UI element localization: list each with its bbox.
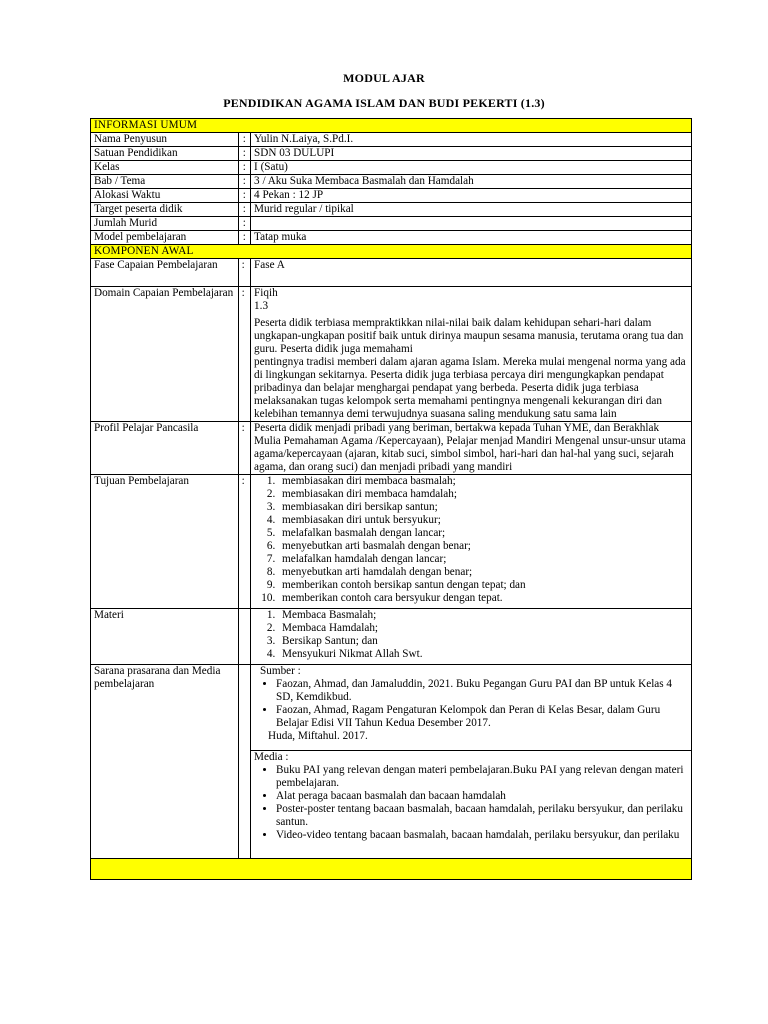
media-title: Media : bbox=[254, 751, 289, 763]
domain-paragraph: kelebihan temannya demi terwujudnya suasana saling mendukung satu sama lain bbox=[254, 408, 617, 420]
media-item: • Poster-poster tentang bacaan basmalah, bacaan hamdalah, perilaku bersyukur, dan perilaku santun. bbox=[276, 803, 688, 829]
info-row bbox=[91, 231, 692, 245]
row-label: Fase Capaian Pembelajaran bbox=[91, 259, 239, 287]
row-value bbox=[251, 287, 692, 422]
row-separator: : bbox=[238, 259, 250, 287]
row-label: Satuan Pendidikan bbox=[91, 147, 239, 161]
materi-item: 3. Bersikap Santun; dan bbox=[278, 635, 688, 648]
sumber-item: • Faozan, Ahmad, dan Jamaluddin, 2021. Buku Pegangan Guru PAI dan BP untuk Kelas 4 SD, Kemdikbud. bbox=[276, 678, 688, 704]
section-header-informasi-umum bbox=[91, 119, 692, 133]
row-label: Jumlah Murid bbox=[91, 217, 239, 231]
row-label: Target peserta didik bbox=[91, 203, 239, 217]
row-value: I (Satu) bbox=[251, 161, 692, 175]
row-separator bbox=[238, 609, 250, 665]
row-profil bbox=[91, 422, 692, 475]
materi-item: 2. Membaca Hamdalah; bbox=[278, 622, 688, 635]
row-separator: : bbox=[238, 161, 250, 175]
row-label: Nama Penyusun bbox=[91, 133, 239, 147]
domain-line: 1.3 bbox=[254, 300, 269, 312]
row-label: Sarana prasarana dan Media pembelajaran bbox=[91, 665, 239, 859]
info-row bbox=[91, 217, 692, 231]
footer-highlight-row bbox=[91, 859, 692, 880]
row-tujuan bbox=[91, 475, 692, 609]
row-sarana-sumber bbox=[91, 665, 692, 751]
materi-item: 4. Mensyukuri Nikmat Allah Swt. bbox=[278, 648, 688, 661]
row-value bbox=[251, 609, 692, 665]
row-materi bbox=[91, 609, 692, 665]
row-label: Tujuan Pembelajaran bbox=[91, 475, 239, 609]
media-item: • Video-video tentang bacaan basmalah, bacaan hamdalah, perilaku bersyukur, dan perilaku bbox=[276, 829, 688, 842]
materi-list bbox=[254, 609, 688, 661]
tujuan-item: 3. membiasakan diri bersikap santun; bbox=[278, 501, 688, 514]
section-header-label: KOMPONEN AWAL bbox=[94, 245, 194, 257]
row-value bbox=[251, 665, 692, 751]
domain-paragraph: Peserta didik terbiasa mempraktikkan nilai-nilai baik dalam kehidupan sehari-hari dalam ungkapan-ungkapan positif baik untuk dirinya maupun sesama manusia, terutama orang tua dan guru. Peserta didik juga memahami bbox=[254, 317, 684, 355]
row-label: Kelas bbox=[91, 161, 239, 175]
row-value: 3 / Aku Suka Membaca Basmalah dan Hamdalah bbox=[251, 175, 692, 189]
document-title: MODUL AJAR bbox=[343, 71, 425, 85]
media-list bbox=[254, 764, 688, 842]
section-header-komponen-awal bbox=[91, 245, 692, 259]
row-separator bbox=[238, 665, 250, 859]
row-fase bbox=[91, 259, 692, 287]
row-separator: : bbox=[238, 133, 250, 147]
row-value: SDN 03 DULUPI bbox=[251, 147, 692, 161]
row-value: Peserta didik menjadi pribadi yang beriman, bertakwa kepada Tuhan YME, dan Berakhlak Mulia Pemahaman Agama /Kepercayaan), Pelajar menjad Mandiri Mengenal unsur-unsur utama agama/kepercayaan (ajaran, kitab suci, simbol simbol, hari-hari dan hal-hal yang suci, sejarah agama, dan orang suci) dan menjadi pribadi yang mandiri bbox=[251, 422, 692, 475]
info-row bbox=[91, 175, 692, 189]
tujuan-item: 2. membiasakan diri membaca hamdalah; bbox=[278, 488, 688, 501]
row-separator: : bbox=[238, 217, 250, 231]
row-separator: : bbox=[238, 189, 250, 203]
info-row bbox=[91, 161, 692, 175]
row-label: Domain Capaian Pembelajaran bbox=[91, 287, 239, 422]
tujuan-item: 5. melafalkan basmalah dengan lancar; bbox=[278, 527, 688, 540]
tujuan-item: 10. memberikan contoh cara bersyukur dengan tepat. bbox=[278, 592, 688, 605]
row-label: Alokasi Waktu bbox=[91, 189, 239, 203]
document-subtitle: PENDIDIKAN AGAMA ISLAM DAN BUDI PEKERTI (1.3) bbox=[223, 96, 545, 110]
row-label: Bab / Tema bbox=[91, 175, 239, 189]
tujuan-item: 4. membiasakan diri untuk bersyukur; bbox=[278, 514, 688, 527]
row-value: 4 Pekan : 12 JP bbox=[251, 189, 692, 203]
row-separator: : bbox=[238, 475, 250, 609]
media-item: • Buku PAI yang relevan dengan materi pembelajaran.Buku PAI yang relevan dengan materi pembelajaran. bbox=[276, 764, 688, 790]
row-label: Profil Pelajar Pancasila bbox=[91, 422, 239, 475]
row-separator: : bbox=[238, 203, 250, 217]
domain-paragraph: pentingnya tradisi memberi dalam ajaran agama Islam. Mereka mulai mengenal norma yang ada di lingkungan sekitarnya. Peserta didik juga terbiasa percaya diri mengungkapkan pendapat pribadinya dan belajar menghargai pendapat yang berbeda. Peserta didik juga terbiasa melaksanakan tugas kelompok serta memahami pentingnya mengenali kekurangan diri dan bbox=[254, 356, 686, 407]
row-separator: : bbox=[238, 422, 250, 475]
row-value: Tatap muka bbox=[251, 231, 692, 245]
sumber-item: • Faozan, Ahmad, Ragam Pengaturan Kelompok dan Peran di Kelas Besar, dalam Guru Belajar Edisi VII Tahun Kedua Desember 2017. bbox=[276, 704, 688, 730]
section-header-label: INFORMASI UMUM bbox=[94, 119, 198, 131]
row-separator: : bbox=[238, 175, 250, 189]
row-value bbox=[251, 751, 692, 859]
row-separator: : bbox=[238, 231, 250, 245]
info-row bbox=[91, 189, 692, 203]
info-row bbox=[91, 133, 692, 147]
sumber-tail: Huda, Miftahul. 2017. bbox=[268, 730, 368, 742]
domain-line: Fiqih bbox=[254, 287, 278, 299]
modul-table bbox=[90, 118, 692, 880]
tujuan-item: 6. menyebutkan arti basmalah dengan benar; bbox=[278, 540, 688, 553]
tujuan-item: 9. memberikan contoh bersikap santun dengan tepat; dan bbox=[278, 579, 688, 592]
row-separator: : bbox=[238, 287, 250, 422]
tujuan-list bbox=[254, 475, 688, 605]
row-value: Fase A bbox=[251, 259, 692, 287]
row-separator: : bbox=[238, 147, 250, 161]
row-label: Materi bbox=[91, 609, 239, 665]
info-row bbox=[91, 203, 692, 217]
sumber-list bbox=[254, 678, 688, 730]
tujuan-item: 1. membiasakan diri membaca basmalah; bbox=[278, 475, 688, 488]
row-value: Murid regular / tipikal bbox=[251, 203, 692, 217]
row-value: Yulin N.Laiya, S.Pd.I. bbox=[251, 133, 692, 147]
row-domain bbox=[91, 287, 692, 422]
sumber-title: Sumber : bbox=[260, 665, 301, 677]
tujuan-item: 7. melafalkan hamdalah dengan lancar; bbox=[278, 553, 688, 566]
media-item: • Alat peraga bacaan basmalah dan bacaan hamdalah bbox=[276, 790, 688, 803]
row-label: Model pembelajaran bbox=[91, 231, 239, 245]
row-value bbox=[251, 217, 692, 231]
materi-item: 1. Membaca Basmalah; bbox=[278, 609, 688, 622]
tujuan-item: 8. menyebutkan arti hamdalah dengan benar; bbox=[278, 566, 688, 579]
info-row bbox=[91, 147, 692, 161]
row-value bbox=[251, 475, 692, 609]
info-rows bbox=[91, 133, 692, 245]
